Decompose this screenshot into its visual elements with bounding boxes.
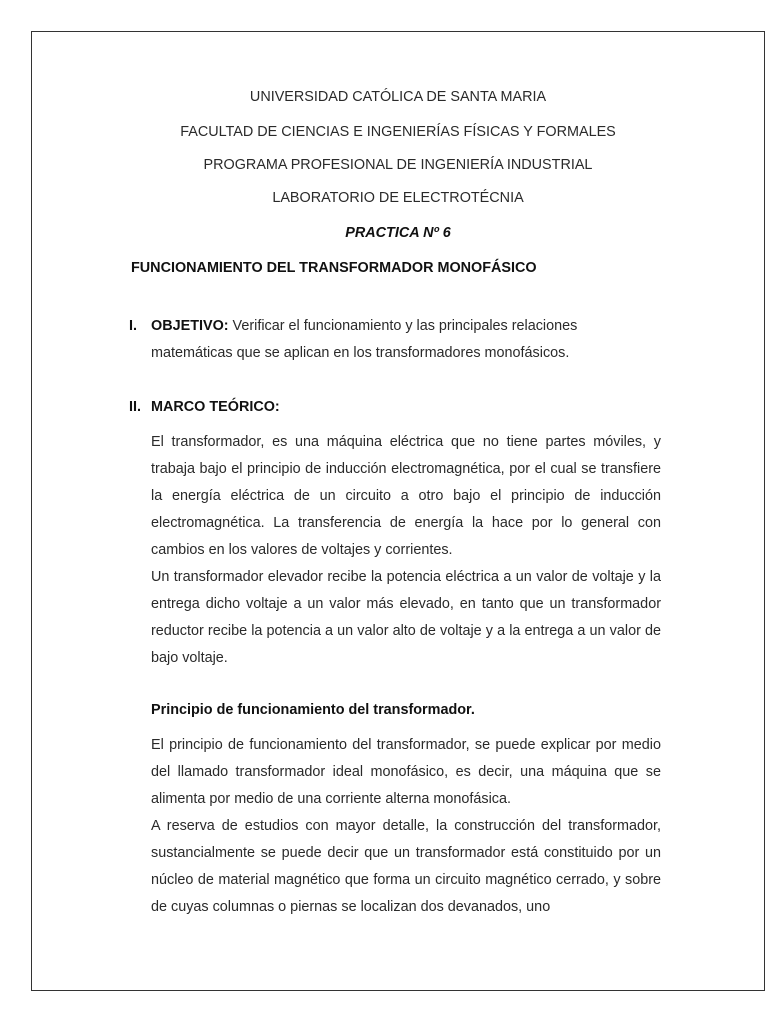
objective-text-line1: Verificar el funcionamiento y las principales relaciones [228,318,578,334]
program-name: PROGRAMA PROFESIONAL DE INGENIERÍA INDUSTRIAL [203,157,593,173]
practice-number: PRACTICA Nº 6 [345,225,451,241]
objective-label: OBJETIVO: [151,318,229,334]
objective-number: I. [129,318,137,334]
marco-paragraph-1: El transformador, es una máquina eléctrica que no tiene partes móviles, y trabaja bajo el principio de inducción electromagnética, por el cual se transfiere la energía eléctrica de un circuito a otro bajo el principio de inducción electromagnética. La transferencia de energía la hace por lo general con cambios en los valores de voltajes y corrientes. [151,434,661,558]
marco-body [151,429,661,672]
marco-label: MARCO TEÓRICO: [151,399,280,415]
document-page [31,31,765,991]
document-title: FUNCIONAMIENTO DEL TRANSFORMADOR MONOFÁSICO [131,260,537,276]
marco-heading [129,399,280,415]
marco-paragraph-2: Un transformador elevador recibe la potencia eléctrica a un valor de voltaje y la entrega dicho voltaje a un valor más elevado, en tanto que un transformador reductor recibe la potencia a un valor alto de voltaje y a la entrega a un valor de bajo voltaje. [151,569,661,666]
university-name: UNIVERSIDAD CATÓLICA DE SANTA MARIA [249,89,547,105]
objective-section [129,313,669,367]
principio-body [151,732,661,921]
marco-number: II. [129,399,141,415]
lab-name: LABORATORIO DE ELECTROTÉCNIA [272,190,524,206]
faculty-name: FACULTAD DE CIENCIAS E INGENIERÍAS FÍSICAS Y FORMALES [180,124,616,140]
principio-heading: Principio de funcionamiento del transformador. [151,702,475,718]
principio-paragraph-2: A reserva de estudios con mayor detalle, la construcción del transformador, sustancialmente se puede decir que un transformador está constituido por un núcleo de material magnético que forma un circuito magnético cerrado, y sobre de cuyas columnas o piernas se localizan dos devanados, uno [151,818,661,915]
objective-text-line2: matemáticas que se aplican en los transformadores monofásicos. [151,345,570,361]
principio-paragraph-1: El principio de funcionamiento del transformador, se puede explicar por medio del llamado transformador ideal monofásico, es decir, una máquina que se alimenta por medio de una corriente alterna monofásica. [151,737,661,807]
